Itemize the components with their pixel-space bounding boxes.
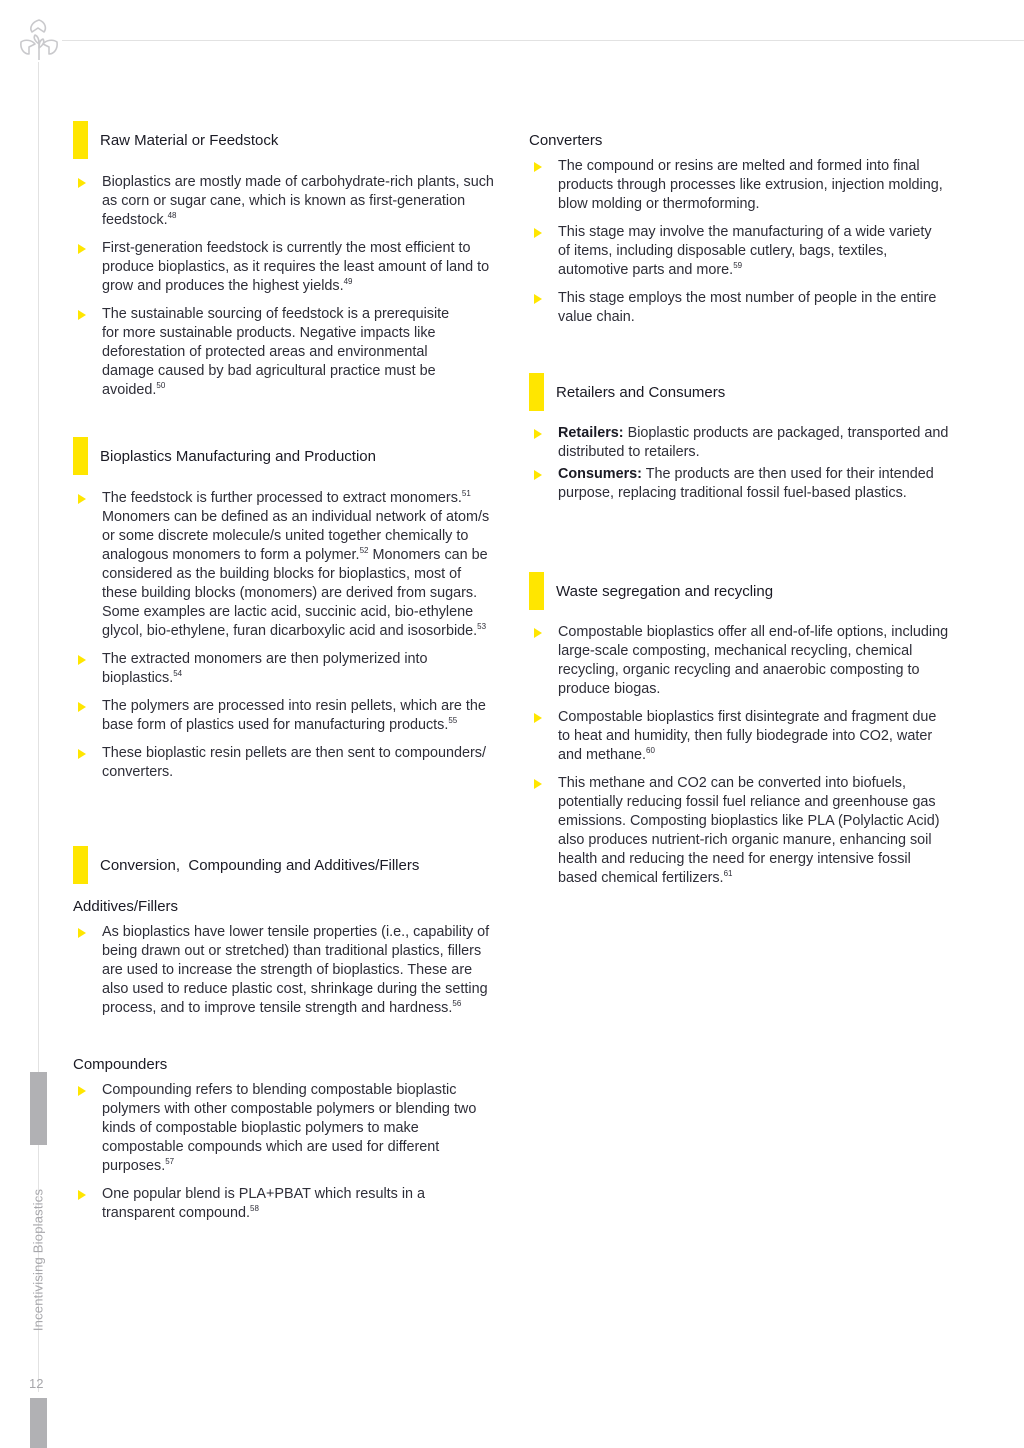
heading-text: Waste segregation and recycling: [556, 583, 774, 600]
list-item: Retailers: Bioplastic products are packaged, transported and distributed to retailers.: [529, 424, 954, 462]
bullet-triangle-icon: [534, 228, 542, 238]
bullet-triangle-icon: [534, 162, 542, 172]
list-item: Bioplastics are mostly made of carbohydrate-rich plants, such as corn or sugar cane, which is known as first-generation feedstock.$^{48}$: [73, 173, 503, 230]
heading-text: Bioplastics Manufacturing and Production: [100, 448, 376, 465]
bullet-triangle-icon: [78, 310, 86, 320]
bullet-triangle-icon: [78, 928, 86, 938]
top-rule: [62, 40, 1024, 41]
bullet-triangle-icon: [534, 628, 542, 638]
bullet-triangle-icon: [78, 749, 86, 759]
side-accent-block: [30, 1072, 47, 1145]
list-item: This stage employs the most number of people in the entire value chain.: [529, 289, 958, 327]
list-item: First-generation feedstock is currently the most efficient to produce bioplastics, as it requires the least amount of land to grow and produces the highest yields.$^{49}$: [73, 239, 503, 296]
list-item: Consumers: The products are then used for their intended purpose, replacing traditional fossil fuel-based plastics.: [529, 465, 954, 503]
heading-accent-bar: [73, 437, 88, 475]
list-item: The sustainable sourcing of feedstock is a prerequisite for more sustainable products. Negative impacts like deforestation of protected areas and environmental damage caused by bad agricultural practice must be avoided.$^{50}$: [73, 305, 462, 400]
bullet-triangle-icon: [78, 1086, 86, 1096]
bullet-triangle-icon: [78, 244, 86, 254]
bullet-triangle-icon: [534, 779, 542, 789]
side-accent-block-bottom: [30, 1398, 47, 1448]
bullet-triangle-icon: [534, 470, 542, 480]
running-title: Incentivising Bioplastics: [30, 1188, 46, 1332]
list-item: The extracted monomers are then polymerized into bioplastics.$^{54}$: [73, 650, 472, 688]
bullet-triangle-icon: [78, 178, 86, 188]
list-item: This stage may involve the manufacturing of a wide variety of items, including disposable cutlery, bags, textiles, automotive parts and more.$^{59}$: [529, 223, 938, 280]
manufacturing-list: [73, 489, 505, 791]
subheading-additives: Additives/Fillers: [73, 898, 179, 915]
subheading-compounders: Compounders: [73, 1056, 168, 1073]
waste-list: [529, 623, 949, 897]
bullet-triangle-icon: [78, 1190, 86, 1200]
bullet-triangle-icon: [534, 713, 542, 723]
list-item: This methane and CO2 can be converted into biofuels, potentially reducing fossil fuel reliance and greenhouse gas emissions. Composting bioplastics like PLA (Polylactic Acid) also produces nutrient-rich organic manure, enhancing soil health and reducing the need for energy intensive fossil based chemical fertilizers.$^{61}$: [529, 774, 949, 888]
list-item: The feedstock is further processed to extract monomers.$^{51}$ Monomers can be defined as an individual network of atom/s or some discrete molecule/s united together chemically to analogous monomers to form a polymer.$^{52}$ Monomers can be considered as the building blocks for bioplastics, most of these building blocks (monomers) are derived from sugars. Some examples are lactic acid, succinic acid, bio-ethylene glycol, bio-ethylene, furan dicarboxylic acid and isosorbide.$^{53}$: [73, 489, 494, 641]
list-item: As bioplastics have lower tensile properties (i.e., capability of being drawn out or stretched) than traditional plastics, fillers are used to increase the strength of bioplastics. These are also used to reduce plastic cost, shrinkage during the setting process, and to improve tensile strength and hardness.$^{56}$: [73, 923, 493, 1018]
heading-text: Conversion, Compounding and Additives/Fillers: [100, 857, 420, 874]
additives-list: [73, 923, 493, 1027]
bullet-triangle-icon: [78, 655, 86, 665]
raw-material-list: [73, 173, 503, 409]
heading-accent-bar: [529, 572, 544, 610]
bullet-triangle-icon: [534, 429, 542, 439]
bullet-triangle-icon: [78, 494, 86, 504]
bullet-triangle-icon: [534, 294, 542, 304]
heading-text: Raw Material or Feedstock: [100, 132, 279, 149]
subheading-converters: Converters: [529, 132, 603, 149]
list-item: These bioplastic resin pellets are then sent to compounders/ converters.: [73, 744, 505, 782]
recycle-leaf-icon: [14, 16, 64, 62]
list-item: Compostable bioplastics offer all end-of-life options, including large-scale composting, mechanical recycling, chemical recycling, organic recycling and anaerobic composting to produce biogas.: [529, 623, 949, 699]
heading-accent-bar: [529, 373, 544, 411]
converters-list: [529, 157, 949, 336]
compounders-list: [73, 1081, 477, 1232]
list-item: The compound or resins are melted and formed into final products through processes like extrusion, injection molding, blow molding or thermoforming.: [529, 157, 949, 214]
list-item: One popular blend is PLA+PBAT which results in a transparent compound.$^{58}$: [73, 1185, 477, 1223]
heading-accent-bar: [73, 121, 88, 159]
heading-accent-bar: [73, 846, 88, 884]
list-item: Compostable bioplastics first disintegrate and fragment due to heat and humidity, then fully biodegrade into CO2, water and methane.$^{60}$: [529, 708, 949, 765]
list-item: Compounding refers to blending compostable bioplastic polymers with other compostable polymers or blending two kinds of compostable bioplastic polymers to make compostable compounds which are used for different purposes.$^{57}$: [73, 1081, 477, 1176]
bullet-triangle-icon: [78, 702, 86, 712]
list-item: The polymers are processed into resin pellets, which are the base form of plastics used for manufacturing products.$^{55}$: [73, 697, 505, 735]
heading-text: Retailers and Consumers: [556, 384, 726, 401]
page-number: 12: [29, 1376, 44, 1391]
retailers-list: [529, 424, 954, 506]
